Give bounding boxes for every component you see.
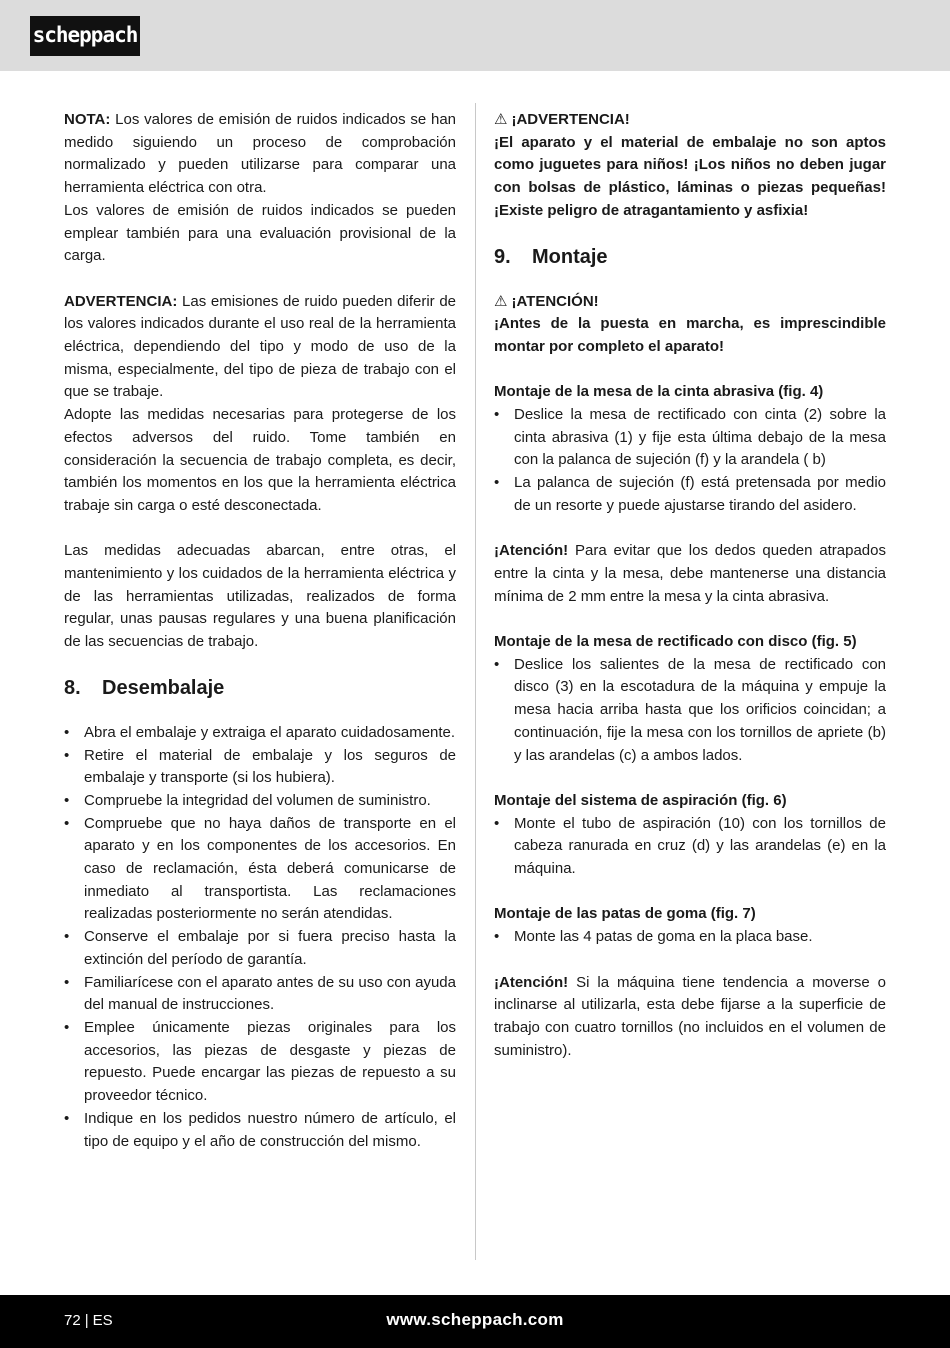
column-divider bbox=[475, 103, 476, 1260]
atencion-1-text: Para evitar que los dedos queden atrapados entre la cinta y la mesa, debe mantenerse una distancia mínima de 2 mm entre la mesa y la cinta abrasiva. bbox=[494, 542, 886, 605]
warning-2-heading bbox=[494, 291, 886, 314]
section-9-title: Montaje bbox=[532, 245, 608, 268]
scheppach-logo: scheppach bbox=[30, 16, 140, 56]
footer-url[interactable]: www.scheppach.com bbox=[386, 1310, 564, 1329]
header-band bbox=[0, 0, 950, 71]
medidas-paragraph: Las medidas adecuadas abarcan, entre otras, el mantenimiento y los cuidados de la herramienta eléctrica y de las herramientas utilizadas, realizados de forma regular, unas pausas regulares y una buena planificación de las secuencias de trabajo. bbox=[64, 542, 456, 651]
list-item: • Retire el material de embalaje y los seguros de embalaje y transporte (si los hubiera). bbox=[64, 745, 456, 790]
advertencia-label: ADVERTENCIA: bbox=[64, 292, 178, 310]
nota-paragraph-2: Los valores de emisión de ruidos indicados se pueden emplear también para una evaluación provisional de la carga. bbox=[64, 201, 456, 265]
list-item: • Monte el tubo de aspiración (10) con los tornillos de cabeza ranurada en cruz (d) y las arandelas (e) en la máquina. bbox=[494, 813, 886, 881]
list-item: • Monte las 4 patas de goma en la placa base. bbox=[494, 926, 886, 949]
nota-label: NOTA: bbox=[64, 111, 111, 128]
section-9-number: 9. bbox=[494, 245, 511, 268]
advertencia-paragraph bbox=[64, 291, 456, 405]
mesa-cinta-list bbox=[494, 404, 886, 518]
list-item: • Emplee únicamente piezas originales para los accesorios, las piezas de desgaste y piezas de repuesto. Puede encargar las piezas de repuesto a su proveedor técnico. bbox=[64, 1017, 456, 1108]
footer-band bbox=[0, 1295, 950, 1348]
list-item: • La palanca de sujeción (f) está pretensada por medio de un resorte y puede ajustarse tirando del asidero. bbox=[494, 472, 886, 517]
warning-triangle-icon: ⚠ bbox=[494, 292, 508, 310]
list-item: • Deslice la mesa de rectificado con cinta (2) sobre la cinta abrasiva (1) y fije esta última debajo de la mesa con la palanca de sujeción (f) y la arandela ( b) bbox=[494, 404, 886, 472]
warning-1-title: ¡ADVERTENCIA! bbox=[511, 111, 630, 128]
atencion-1-label: ¡Atención! bbox=[494, 542, 569, 560]
warning-triangle-icon: ⚠ bbox=[494, 111, 508, 128]
mesa-disco-heading: Montaje de la mesa de rectificado con disco (fig. 5) bbox=[494, 633, 857, 651]
mesa-cinta-heading: Montaje de la mesa de la cinta abrasiva (fig. 4) bbox=[494, 383, 824, 401]
nota-paragraph bbox=[64, 109, 456, 200]
atencion-2-paragraph bbox=[494, 972, 886, 1063]
page-separator: | bbox=[84, 1312, 89, 1329]
list-item: • Indique en los pedidos nuestro número de artículo, el tipo de equipo y el año de construcción del mismo. bbox=[64, 1108, 456, 1153]
nota-text: Los valores de emisión de ruidos indicados se han medido siguiendo un proceso de comprobación normalizado y pueden utilizarse para comparar una herramienta eléctrica con otra. bbox=[64, 111, 456, 197]
patas-heading: Montaje de las patas de goma (fig. 7) bbox=[494, 905, 756, 923]
section-8-number: 8. bbox=[64, 676, 81, 699]
aspiracion-heading: Montaje del sistema de aspiración (fig. 6) bbox=[494, 791, 787, 809]
warning-1-heading bbox=[494, 109, 886, 132]
mesa-disco-list bbox=[494, 654, 886, 768]
warning-2-text: ¡Antes de la puesta en marcha, es imprescindible montar por completo el aparato! bbox=[494, 315, 886, 355]
desembalaje-list bbox=[64, 722, 456, 1153]
page-language: ES bbox=[92, 1312, 113, 1329]
warning-2-title: ¡ATENCIÓN! bbox=[511, 292, 599, 310]
section-9-heading bbox=[494, 245, 886, 269]
list-item: • Familiarícese con el aparato antes de su uso con ayuda del manual de instrucciones. bbox=[64, 972, 456, 1017]
warning-1-text: ¡El aparato y el material de embalaje no son aptos como juguetes para niños! ¡Los niños no deben jugar con bolsas de plástico, láminas o piezas pequeñas! ¡Existe peligro de atragantamiento y asfixia! bbox=[494, 133, 886, 219]
list-item: • Compruebe que no haya daños de transporte en el aparato y en los componentes de los accesorios. En caso de reclamación, ésta deberá comunicarse de inmediato al transportista. Las reclamaciones realizadas posteriormente no serán atendidas. bbox=[64, 813, 456, 927]
atencion-2-label: ¡Atención! bbox=[494, 973, 569, 991]
right-column bbox=[494, 109, 886, 1062]
atencion-2-text: Si la máquina tiene tendencia a moverse o inclinarse al utilizarla, esta debe fijarse a la superficie de trabajo con cuatro tornillos (no incluidos en el volumen de suministro). bbox=[494, 973, 886, 1059]
section-8-title: Desembalaje bbox=[102, 676, 225, 699]
list-item: • Deslice los salientes de la mesa de rectificado con disco (3) en la escotadura de la máquina y empuje la mesa hacia arriba hasta que los orificios coincidan; a continuación, fije la mesa con los tornillos de apriete (b) y las arandelas (c) a ambos lados. bbox=[494, 654, 886, 768]
list-item: • Conserve el embalaje por si fuera preciso hasta la extinción del período de garantía. bbox=[64, 926, 456, 971]
list-item: • Compruebe la integridad del volumen de suministro. bbox=[64, 790, 456, 813]
patas-list bbox=[494, 926, 886, 949]
advertencia-paragraph-2: Adopte las medidas necesarias para protegerse de los efectos adversos del ruido. Tome también en consideración la secuencia de trabajo completa, es decir, también los momentos en los que la herramienta eléctrica trabaje sin carga o esté desconectada. bbox=[64, 406, 456, 514]
list-item: • Abra el embalaje y extraiga el aparato cuidadosamente. bbox=[64, 722, 456, 745]
page-number: 72 bbox=[64, 1312, 81, 1329]
atencion-1-paragraph bbox=[494, 540, 886, 608]
left-column bbox=[64, 109, 456, 1153]
advertencia-text: Las emisiones de ruido pueden diferir de los valores indicados durante el uso real de la herramienta eléctrica, dependiendo del tipo y modo de uso de la misma, especialmente, del tipo de pieza de trabajo con el que se trabaje. bbox=[64, 292, 456, 401]
aspiracion-list bbox=[494, 813, 886, 881]
section-8-heading bbox=[64, 676, 456, 700]
